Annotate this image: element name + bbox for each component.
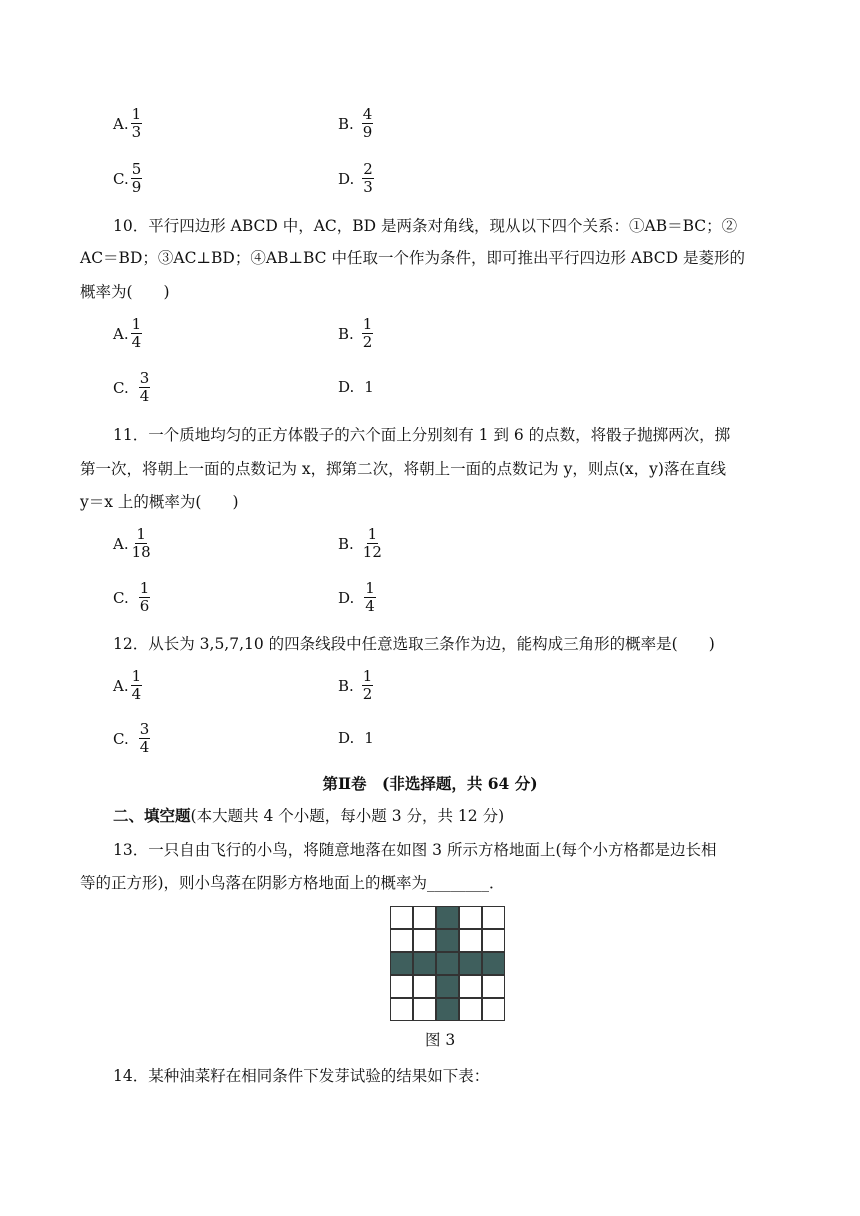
grid-cell [482, 929, 505, 952]
grid-cell-shaded [459, 952, 482, 975]
q9-option-c: C. $\frac{5}{9}$ [113, 160, 142, 196]
q13-text-line2: 等的正方形)，则小鸟落在阴影方格地面上的概率为________． [80, 874, 505, 892]
fraction: $\frac{1}{3}$ [131, 105, 142, 141]
part-note: (本大题共 4 个小题，每小题 3 分，共 12 分) [190, 807, 505, 825]
q12-option-c: C. $\frac{3}{4}$ [113, 720, 150, 756]
grid-cell-shaded [436, 929, 459, 952]
grid-cell-shaded [390, 952, 413, 975]
grid-cell [459, 975, 482, 998]
grid-cell [413, 929, 436, 952]
grid-cell [413, 906, 436, 929]
grid-cell [390, 998, 413, 1021]
q12-option-b: B. $\frac{1}{2}$ [338, 667, 373, 703]
q11-option-a: A. $\frac{1}{18}$ [113, 525, 151, 561]
q9-option-a: A. $\frac{1}{3}$ [113, 105, 142, 141]
q10-option-a: A. $\frac{1}{4}$ [113, 315, 142, 351]
grid-cell-shaded [436, 952, 459, 975]
q9-option-b: B. $\frac{4}{9}$ [338, 105, 373, 141]
figure-3-grid [390, 906, 505, 1021]
q10-text-line2: AC＝BD；③AC⊥BD；④AB⊥BC 中任取一个作为条件，即可推出平行四边形 ABCD 是菱形的 [80, 249, 745, 267]
grid-cell-shaded [436, 975, 459, 998]
q14-text-line1: 14．某种油菜籽在相同条件下发芽试验的结果如下表： [113, 1067, 490, 1085]
part-title: 二、填空题 [113, 806, 191, 825]
grid-cell-shaded [413, 952, 436, 975]
grid-cell [413, 998, 436, 1021]
grid-cell [459, 929, 482, 952]
grid-cell [482, 975, 505, 998]
section-title: 第Ⅱ卷 (非选择题，共 64 分) [322, 774, 538, 793]
q11-text-line2: 第一次，将朝上一面的点数记为 x，掷第二次，将朝上一面的点数记为 y，则点(x，y)落在直线 [80, 460, 726, 478]
grid-cell [390, 929, 413, 952]
grid-cell-shaded [482, 952, 505, 975]
grid-cell [482, 906, 505, 929]
q10-option-d: D. 1 [338, 378, 374, 396]
q9-option-d: D. $\frac{2}{3}$ [338, 160, 373, 196]
q11-option-d: D. $\frac{1}{4}$ [338, 579, 375, 615]
q10-option-c: C. $\frac{3}{4}$ [113, 369, 150, 405]
q12-text-line1: 12．从长为 3,5,7,10 的四条线段中任意选取三条作为边，能构成三角形的概率是( ) [113, 635, 715, 653]
q10-option-b: B. $\frac{1}{2}$ [338, 315, 373, 351]
grid-cell-shaded [436, 906, 459, 929]
grid-cell [459, 998, 482, 1021]
grid-cell [459, 906, 482, 929]
q10-text-line3: 概率为( ) [80, 283, 170, 301]
q11-text-line3: y＝x 上的概率为( ) [80, 493, 239, 511]
part-heading [113, 806, 504, 826]
q13-text-line1: 13．一只自由飞行的小鸟，将随意地落在如图 3 所示方格地面上(每个小方格都是边长相 [113, 841, 717, 859]
q11-option-c: C. $\frac{1}{6}$ [113, 579, 150, 615]
grid-cell [390, 906, 413, 929]
q11-text-line1: 11．一个质地均匀的正方体骰子的六个面上分别刻有 1 到 6 的点数，将骰子抛掷两次，掷 [113, 426, 731, 444]
grid-cell [390, 975, 413, 998]
q12-option-d: D. 1 [338, 729, 374, 747]
q12-option-a: A. $\frac{1}{4}$ [113, 667, 142, 703]
q11-option-b: B. $\frac{1}{12}$ [338, 525, 382, 561]
grid-cell [482, 998, 505, 1021]
grid-cell [413, 975, 436, 998]
grid-cell-shaded [436, 998, 459, 1021]
q10-text-line1: 10．平行四边形 ABCD 中，AC，BD 是两条对角线，现从以下四个关系：①AB＝BC；② [113, 217, 738, 235]
figure-caption: 图 3 [425, 1031, 456, 1049]
